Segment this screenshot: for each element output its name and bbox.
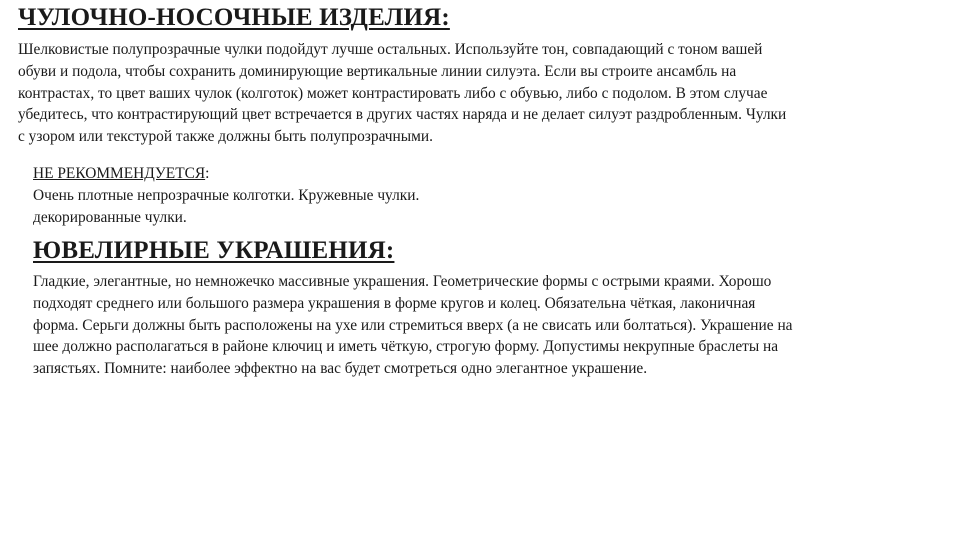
hosiery-paragraph <box>18 39 948 148</box>
jewelry-line: запястьях. Помните: наиболее эффектно на вас будет смотреться одно элегантное украшение. <box>33 360 648 378</box>
not-recommended-colon: : <box>205 165 210 182</box>
hosiery-heading: ЧУЛОЧНО-НОСОЧНЫЕ ИЗДЕЛИЯ: <box>18 4 450 31</box>
not-recommended-block <box>33 163 933 228</box>
jewelry-heading: ЮВЕЛИРНЫЕ УКРАШЕНИЯ: <box>33 237 395 264</box>
jewelry-line: подходят среднего или большого размера украшения в форме кругов и колец. Обязательна чёткая, лаконичная <box>33 294 756 312</box>
jewelry-paragraph <box>33 271 938 380</box>
jewelry-line: форма. Серьги должны быть расположены на ухе или стремиться вверх (а не свисать или болтаться). Украшение на <box>33 316 793 334</box>
not-recommended-line: декорированные чулки. <box>33 208 187 226</box>
not-recommended-line: Очень плотные непрозрачные колготки. Кружевные чулки. <box>33 186 420 204</box>
hosiery-line: убедитесь, что контрастирующий цвет встречается в других частях наряда и не делает силуэт раздробленным. Чулки <box>18 106 787 124</box>
not-recommended-label: НЕ РЕКОММЕНДУЕТСЯ <box>33 165 206 182</box>
hosiery-line: с узором или текстурой также должны быть полупрозрачными. <box>18 128 433 146</box>
hosiery-line: обуви и подола, чтобы сохранить доминирующие вертикальные линии силуэта. Если вы строите ансамбль на <box>18 62 737 80</box>
jewelry-line: шее должно располагаться в районе ключиц и иметь чёткую, строгую форму. Допустимы некрупные браслеты на <box>33 338 779 356</box>
hosiery-line: контрастах, то цвет ваших чулок (колготок) может контрастировать либо с обувью, либо с подолом. В этом случае <box>18 84 768 102</box>
jewelry-line: Гладкие, элегантные, но немножечко массивные украшения. Геометрические формы с острыми краями. Хорошо <box>33 273 772 290</box>
hosiery-line: Шелковистые полупрозрачные чулки подойдут лучше остальных. Используйте тон, совпадающий с тоном вашей <box>18 41 763 58</box>
not-recommended-title <box>33 163 933 185</box>
